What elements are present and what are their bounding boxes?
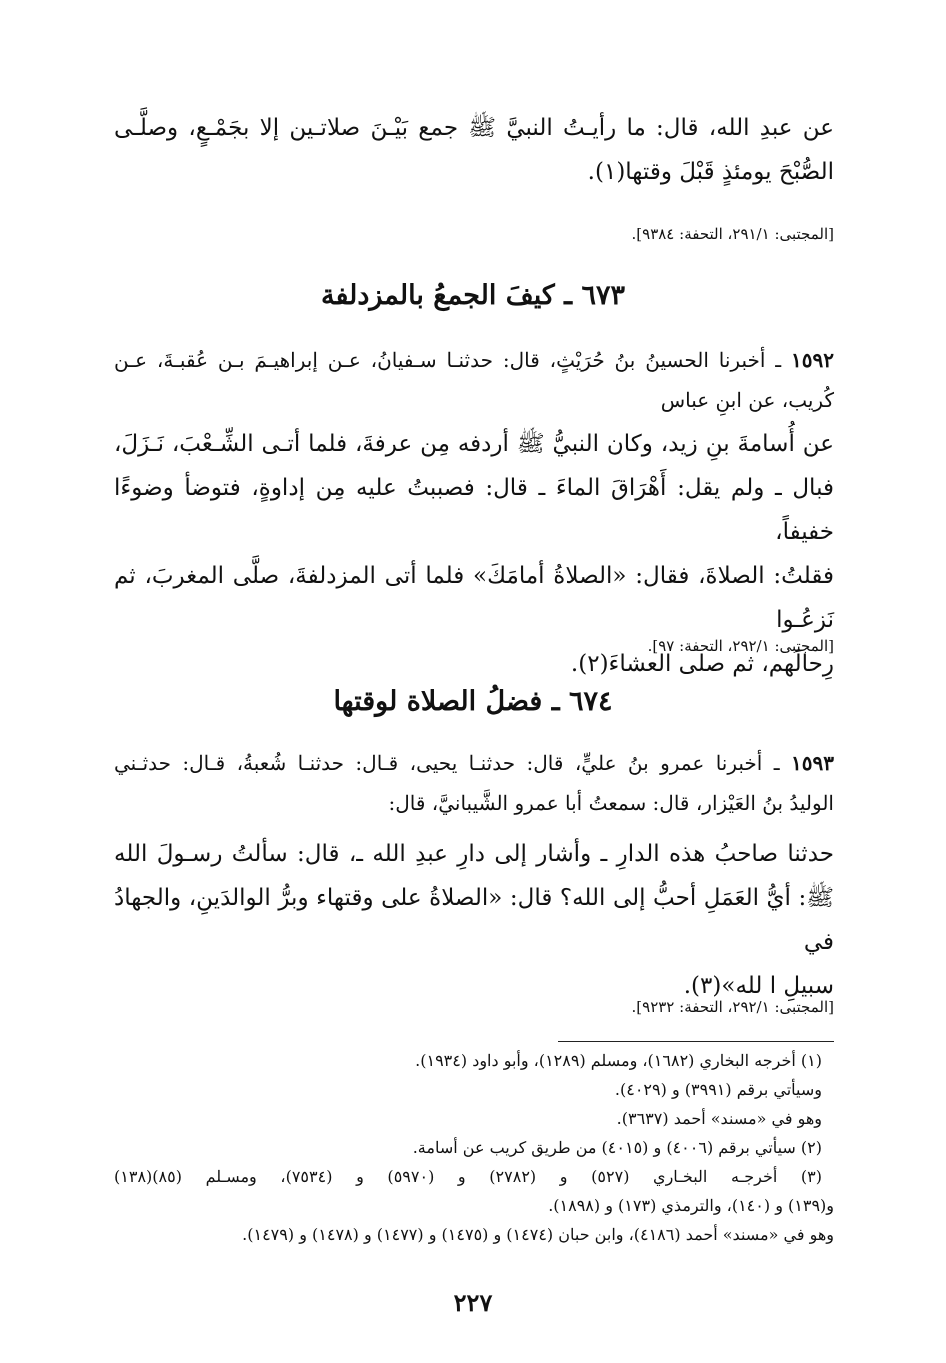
footnote-line: و(١٣٩) و (١٤٠)، والترمذي (١٧٣) و (١٨٩٨). bbox=[548, 1196, 834, 1215]
hadith-number: ١٥٩٢ bbox=[791, 348, 834, 372]
reference-citation: [المجتبى: ٢٩٢/١، التحفة: ٩٢٣٢]. bbox=[631, 998, 834, 1016]
footnote-separator bbox=[558, 1041, 834, 1042]
text-line: فبال ـ ولم يقل: أَهْرَاقَ الماءَ ـ قال: فصببتُ عليه مِن إداوةٍ، فتوضأ وضوءًا خفيفاً، bbox=[114, 475, 834, 545]
footnotes bbox=[114, 1046, 834, 1249]
chapter-heading-673: ٦٧٣ ـ كيفَ الجمعُ بالمزدلفة bbox=[321, 280, 625, 311]
hadith-text-continued bbox=[114, 106, 834, 194]
footnote-line: (٢) سيأتي برقم (٤٠٠٦) و (٤٠١٥) من طريق كريب عن أسامة. bbox=[412, 1138, 822, 1157]
text-line bbox=[114, 743, 834, 783]
text-line: عن أُسامةَ بنِ زيد، وكان النبيُّ ﷺ أردفه مِن عرفةَ، فلما أتـى الشِّـعْبَ، نَـزَلَ، bbox=[114, 431, 834, 457]
hadith-isnad-1593 bbox=[114, 743, 834, 823]
text-line bbox=[114, 340, 834, 380]
text-line: الصُّبْحَ يومئذٍ قَبْلَ وقتها(١). bbox=[587, 159, 834, 185]
chapter-heading-674: ٦٧٤ ـ فضلُ الصلاة لوقتها bbox=[333, 686, 613, 717]
footnote-line: (١) أخرجه البخاري (١٦٨٢)، ومسلم (١٢٨٩)، وأبو داود (١٩٣٤). bbox=[415, 1051, 822, 1070]
text-line: عن عبدِ الله، قال: ما رأيـتُ النبيَّ ﷺ جمع بَيْـنَ صلاتـين إلا بجَمْـعٍ، وصلَّـى bbox=[114, 115, 834, 141]
text-line: حدثنا صاحبُ هذه الدارِ ـ وأشار إلى دارِ عبدِ الله ـ، قال: سألتُ رسـولَ الله bbox=[114, 841, 834, 867]
footnote-line: وهو في «مسند» أحمد (٤١٨٦)، وابن حبان (١٤٧٤) و (١٤٧٥) و (١٤٧٧) و (١٤٧٨) و (١٤٧٩). bbox=[242, 1225, 834, 1244]
hadith-matn-1593 bbox=[114, 832, 834, 1008]
text-line: ﷺ: أيُّ العَمَلِ أحبُّ إلى الله؟ قال: «الصلاةُ على وقتهاء وبرُّ الوالدَينِ، والجهادُ في bbox=[114, 885, 834, 955]
text-line: الوليدُ بنُ العَيْزار، قال: سمعتُ أبا عمرو الشَّيبانيَّ، قال: bbox=[388, 791, 834, 815]
text-line: فقلتُ: الصلاةَ، فقال: «الصلاةُ أمامَكَ» فلما أتى المزدلفةَ، صلَّى المغربَ، ثم نَزعُـوا bbox=[114, 563, 834, 633]
footnote-line: وهو في «مسند» أحمد (٣٦٣٧). bbox=[616, 1109, 822, 1128]
hadith-isnad-1592 bbox=[114, 340, 834, 420]
footnote-line: وسيأتي برقم (٣٩٩١) و (٤٠٢٩). bbox=[614, 1080, 822, 1099]
isnad-text: ـ أخبرنا عمرو بنُ عليٍّ، قال: حدثنـا يحيى، قـال: حدثنـا شُعبةُ، قـال: حدثـني bbox=[114, 751, 792, 775]
reference-citation: [المجتبى: ٢٩٢/١، التحفة: ٩٧]. bbox=[647, 637, 834, 655]
text-line: كُريب، عن ابنِ عباس bbox=[660, 388, 834, 412]
hadith-number: ١٥٩٣ bbox=[791, 751, 834, 775]
text-line: سبيلِ ا لله»(٣). bbox=[683, 973, 834, 999]
page-number: ٢٢٧ bbox=[453, 1288, 493, 1317]
reference-citation: [المجتبى: ٢٩١/١، التحفة: ٩٣٨٤]. bbox=[631, 225, 834, 243]
footnote-line: (٣) أخرجـه البخـاري (٥٢٧) و (٢٧٨٢) و (٥٩٧٠) و (٧٥٣٤)، ومسـلم (٨٥)(١٣٨) bbox=[114, 1167, 823, 1186]
isnad-text: ـ أخبرنا الحسينُ بنُ حُرَيْثٍ، قال: حدثنـا سـفيانُ، عـن إبراهيـمَ بـن عُقبـةَ، عـن bbox=[114, 348, 792, 372]
text-line: رِحالَهم، ثم صلى العشاءَ(٢). bbox=[570, 651, 834, 677]
